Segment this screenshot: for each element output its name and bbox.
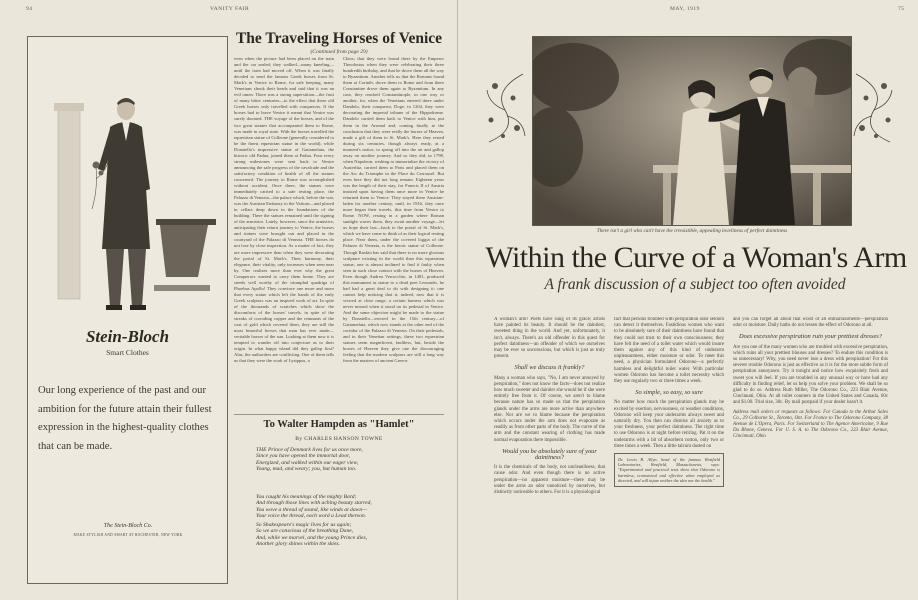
- subhead: So simple, so easy, so sure: [635, 389, 703, 397]
- divider: [234, 414, 444, 415]
- paragraph: Are you one of the many women who are troubled with excessive perspiration, which ruins all your prettiest blouses and dresses? To endure this condition is so unnecessary! Why, you need never lose a dress with perspiration! For this severer trouble Odorono is just as effective as it is for the more subtle form of perspiration annoyance. Try it tonight and notice how exquisitely fresh and sweet you will feel. If you are troubled in any unusual way or have had any difficulty in finding relief, let us help you solve your problem. We shall be so glad to do so. Address Ruth Miller, The Odorono Co., 223 Blair Avenue, Cincinnati, Ohio. At all toilet counters in the United States and Canada, 60c and $1.00. Trial size, 30c. By mail postpaid if your dealer hasn't it.: [733, 344, 888, 406]
- article-column-2: [343, 56, 444, 411]
- paragraph: It is the chemicals of the body, not uncleanliness, that cause odor. And even though there is no active perspiration—no apparent moisture—there may be under the arms an odor unnoticed by ourselves, but distinctly noticeable to others. For it is a physiological: [494, 465, 605, 496]
- couple-photograph: [532, 36, 852, 226]
- paragraph: Many a woman who says, "No, I am never annoyed by perspiration," does not know the facts—does not realize how much sweeter and daintier she would be if she were entirely free from it. Of course, we aren't to blame because nature has so made us that the perspiration glands under the arms are more active than anywhere else. Nor are we to blame because the perspiration which occurs under the arm does not evaporate as readily as from other parts of the body. The curve of the arm and the constant wearing of clothing has made normal evaporation there impossible.: [494, 375, 605, 443]
- running-head: VANITY FAIR: [210, 6, 250, 12]
- ad-column-1: [494, 317, 605, 592]
- poem-stanza-3: So Shakespeare's magic lives for us again; So we are conscious of the breathing Dane, And, while we marvel, and the young Prince dies, Another glory shines within the skies.: [256, 522, 368, 547]
- floral-ornament-left: [483, 70, 527, 145]
- photo-caption: There isn't a girl who can't have the irresistible, appealing loveliness of perfect daintiness: [596, 228, 788, 234]
- ad-logo-sub: Smart Clothes: [106, 348, 149, 357]
- testimonial-box: Dr. Lewis B. Allyn, head of the famous Westfield Laboratories, Westfield, Massachusetts, says: "Experimental and practical tests show that Odorono is harmless, economical and effective when employed as directed, and will injure neither the skin nor the health.": [614, 453, 724, 487]
- floral-ornament-right: [852, 70, 896, 145]
- ad-maker-sub: MAKE STYLISH AND SMART AT ROCHESTER, NEW YORK: [73, 533, 183, 537]
- stein-bloch-ad: [27, 36, 228, 584]
- photo-scene: [533, 37, 851, 225]
- issue-date: MAY, 1919: [670, 6, 700, 12]
- ad-illustration: [38, 49, 217, 317]
- paragraph: and you can forget all about that worst of all embarrassments—perspiration odor or moisture. Daily baths do not lessen the effect of Odorono at all.: [733, 317, 888, 329]
- page-number-right: 75: [898, 6, 905, 12]
- paragraph: fact that persons troubled with perspiration odor seldom can detect it themselves. Fastidious women who want to be absolutely sure of their daintiness have found that they could not trust to their own consciousness; they have felt the need of a toilet water which would insure them against any of this kind of underarm unpleasantness, either moisture or odor. To meet this need, a physician formulated Odorono—a perfectly harmless and delightful toilet water. With particular women Odorono has become a toilet necessity which they use regularly two or three times a week.: [614, 317, 724, 385]
- ad-column-3: [733, 317, 888, 592]
- subhead: Shall we discuss it frankly?: [514, 364, 585, 372]
- subhead: Does excessive perspiration ruin your prettiest dresses?: [739, 333, 882, 341]
- mail-order-note: Address mail orders or requests as follows: For Canada to the Arthur Sales Co., 29 Colborne St., Toronto, Ont. For France to The Odorono Company, 38 Avenue de L'Opera, Paris. For Switzerland to The Agence Americaine, 9 Rue Du Rhone, Geneva. For U. S. A. to The Odorono Co., 223 Blair Avenue, Cincinnati, Ohio: [733, 409, 888, 440]
- ad-logo: Stein-Bloch: [85, 327, 170, 346]
- poem-stanza-1: THE Prince of Denmark lives for us once more, Since you have opened the immortal door, Energized, and walked within our eager view, Young, mad, and weary; you, but human too.: [256, 447, 363, 472]
- paragraph: A woman's arm! Poets have sung of its grace; artists have painted its beauty. It should be the daintiest, sweetest thing in the world. And yet, unfortunately, it isn't, always. There's an old offender in this quest for perfect daintiness—an offender of which we ourselves may be ever so unconscious, but which is just as truly present.: [494, 317, 605, 360]
- poem-stanza-2: You caught his meanings of the mighty Bard; And through those lines with aching beauty starred, You wove a thread of sound, like winds at dawn— Your voice the thread, each word a Lead thereon.: [256, 494, 372, 519]
- ad-maker: The Stein-Bloch Co.: [103, 523, 153, 529]
- ad-column-2: [614, 317, 724, 592]
- paragraph: No matter how much the perspiration glands may be excited by exertion, nervousness, or weather conditions, Odorono will keep your underarms always sweet and naturally dry. You then can dismiss all anxiety as to your freshness, your perfect daintiness. The right time to use Odorono is at night before retiring. Pat it on the underarms with a bit of absorbent cotton, only two or three times a week. Then a little talcum dusted on: [614, 400, 724, 449]
- headline: Within the Curve of a Woman's Arm: [485, 241, 907, 274]
- page-number-left: 94: [26, 6, 33, 12]
- deck-subtitle: A frank discussion of a subject too often avoided: [544, 276, 846, 293]
- poem-byline: By CHARLES HANSON TOWNE: [295, 436, 383, 442]
- continued-note: (Continued from page 29): [310, 49, 368, 55]
- column-text: even when the picture had been placed on the train and the car sealed; they walked—many kneeling—until the train had moved off. When it was finally decided to send the famous Greek horses from St. Mark's in Venice to Rome, for safe keeping, many Venetians shook their heads and said that it was an evil omen. There was a strong superstition—the fruit of many bitter centuries—to the effect that these old Greek horses only travelled with conquerors. If the horses had to leave Venice it meant that Venice was surely doomed. THE voyage of the horses, and of the two great statues that accompanied them to Rome, was made in royal state. With the horses travelled the equestrian statue of Colleone (generally considered to be the finest equestrian statue in the world), while Donatello's impressive statue of Gattamelata, the historic old Padua, joined them at Padua. Four every strong milestones were sent back to Venice announcing the safe progress of the cavalcade and the satisfactory condition of health of all the statues concerned. The journey to Rome was accomplished without accident. Once there, the statues were immediately carried to a safe resting place, the Palazzo di Venezia—the palace which, before the war, was the Austrian Embassy to the Vatican—and placed in cellars deep down in the foundations of the building. There the statues remained until the signing of the armistice. Lately, however, since the armistice, anticipating their return journey to Venice, the horses and statues were brought out and placed in the courtyard of the Palazzo di Venezia. THE horses do not lose by close inspection. As a matter of fact, they are more impressive than when they were decorating the portal of St. Mark's. Their harmony, their elegance, their vitality, only increases when seen near by. One realizes more than ever why the great Conquerors wanted to carry them home. They are steeds well worthy of the triumphal quadriga of Phoebus Apollo! They convince one more and more that every statue which left the hands of the early Greek sculptors was an inspired work of art. In spite of the thousands of scratches which show the discomforts of the horses' travels, in spite of the streaks of corroding copper and the remnants of the coat of gold which covered them, they are still the most beautiful horses that man has ever made—veritable horses of the sun. Looking at them now it is tempted to wander off into conjecture as to their origin. In what happy island did they gallop first? Alas, the authorities are conflicting. One of them tells us that they were the work of Lysippus, a: [234, 56, 334, 364]
- poem-title: To Walter Hampden as "Hamlet": [263, 419, 415, 430]
- article-column-1: [234, 56, 334, 411]
- article-title-horses: The Traveling Horses of Venice: [235, 30, 443, 47]
- column-text: Chios; that they were found there by the Emperor Theodosius when they were celebrating their three hundredth birthday, and that he drove them all the way to Byzantium. Another tells us that the Romans found them at Corinth, drove them to Rome and from there Constantine drove them again to Byzantium. In any case, they reached Constantinople, in one way or another, for, when the Venetians entered there under Dandolo, their conqueror, Doge, in 1204, they were decorating the imperial tribune of the Hippodrome. Dandolo carried them back to Venice with him, put them in the Arsenal and, coming finally to the conclusion that they were really the horses of Heaven, made a gift of them to St. Mark's. Here they rested during six centuries, though always ready, at a moment's notice, to spring off into the air and gallop away on another journey. And so they did, in 1798, when Napoleon, wishing to immortalize the victory of Austerlitz, carried them to Paris and placed them on the Arc du Triomphe in the Place du Carrousel. But even here they did not long remain. Eighteen years was the length of their stay, for Francis II of Austria insisted upon having them once more in Venice he returned them to Venice. They stayed there Austrian-laden for another century, until, in 1916, they once more began their travels, this time from Venice to Rome. NOW, resting in a garden where Roman sunlight waves them, they await another voyage—let us hope their last—back to the portal of St. Mark's, which we have come to think of as their logical resting place. Near them, under the covered loggia of the Palazzo di Venezia, is the heroic statue of Colleone. Though Ruskin has said that there is no more glorious sculpture existing in the world than this equestrian statue, one is almost inclined to find it faulty when seen in such close contact with the horses of Heaven. Even though Andrea Verrocchio, in 1481, produced this monument as statue to a dead poet Leonardo, he had had a great deal to do with designing it: one cannot help noticing that it, indeed, now that it is viewed at close range, a certain harness which was never missed when it stood on its pedestal in Venice. And the same objection might be made to the statue by Donatello—erected in the 15th century—of Gattamelata, which now stands at the other end of the corridor of the Palazzo di Venezia. On their pedestals, and in their Venetian settings, these two equestrian statues seem magnificent, faultless, but, beside the horses of Heaven they give one the discouraging feeling that the modern sculptors are still a long way from the masters of ancient Greece.: [343, 56, 444, 364]
- subhead: Would you be absolutely sure of your daintiness?: [502, 447, 597, 462]
- ad-copy: Our long experience of the past and our ambition for the future attain their fullest expression in the highest-quality clothes that can be made.: [38, 385, 212, 452]
